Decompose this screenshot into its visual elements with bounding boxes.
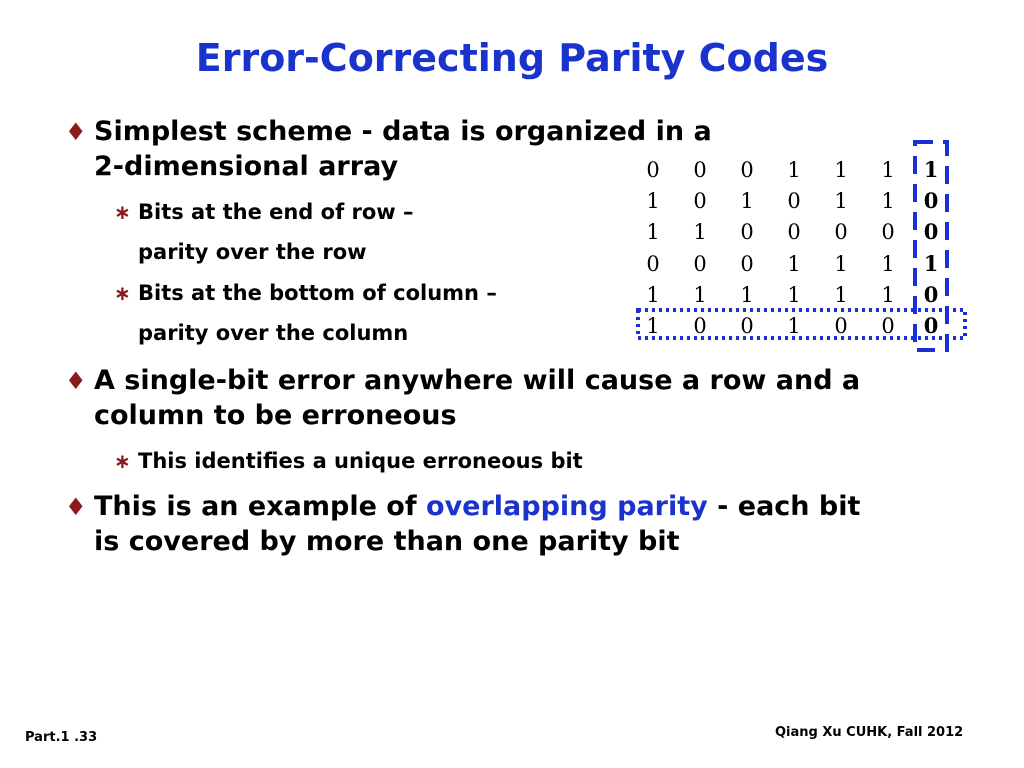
- bullet-3-text-pre: This is an example of: [94, 491, 427, 522]
- matrix-cell-r1-c4: 1: [834, 189, 848, 213]
- matrix-cell-r4-c5: 1: [881, 283, 895, 307]
- matrix-cell-r4-c2: 1: [740, 283, 754, 307]
- matrix-cell-r0-c3: 1: [787, 158, 801, 182]
- slide-number: Part.1 .33: [25, 730, 98, 745]
- matrix-cell-r4-c3: 1: [787, 283, 801, 307]
- footer-credit: Qiang Xu CUHK, Fall 2012: [775, 725, 964, 740]
- asterisk-bullet-icon: ∗: [114, 281, 131, 305]
- bullet-1-line-2: 2-dimensional array: [94, 151, 399, 182]
- matrix-cell-r4-c4: 1: [834, 283, 848, 307]
- matrix-cell-r3-c3: 1: [787, 252, 801, 276]
- diamond-bullet-icon: ♦: [65, 493, 87, 521]
- matrix-cell-r2-c6: 0: [923, 219, 939, 244]
- sub-bullet-2-line-2: parity over the column: [138, 321, 409, 345]
- matrix-cell-r3-c6: 1: [923, 251, 939, 276]
- matrix-cell-r1-c2: 1: [740, 189, 754, 213]
- bullet-3: [65, 489, 965, 569]
- sub-bullet-1: [114, 192, 614, 272]
- matrix-cell-r5-c0: 1: [646, 314, 660, 338]
- bullet-2-line-1: A single-bit error anywhere will cause a row and a: [94, 365, 861, 396]
- matrix-cell-r3-c1: 0: [693, 252, 707, 276]
- bullet-2-line-2: column to be erroneous: [94, 400, 457, 431]
- bullet-3-line-1: [94, 489, 860, 525]
- matrix-cell-r1-c0: 1: [646, 189, 660, 213]
- bullet-1-line-1: Simplest scheme - data is organized in a: [94, 116, 712, 147]
- matrix-cell-r2-c5: 0: [881, 220, 895, 244]
- sub-bullet-1-line-1: Bits at the end of row –: [138, 200, 414, 224]
- matrix-cell-r0-c2: 0: [740, 158, 754, 182]
- sub-bullet-2-line-1: Bits at the bottom of column –: [138, 281, 497, 305]
- overlapping-parity-highlight: overlapping parity: [426, 491, 708, 522]
- matrix-cell-r5-c4: 0: [834, 314, 848, 338]
- matrix-cell-r5-c3: 1: [787, 314, 801, 338]
- matrix-cell-r5-c2: 0: [740, 314, 754, 338]
- matrix-cell-r2-c4: 0: [834, 220, 848, 244]
- asterisk-bullet-icon: ∗: [114, 200, 131, 224]
- matrix-cell-r5-c5: 0: [881, 314, 895, 338]
- parity-matrix: [630, 140, 975, 355]
- matrix-cell-r5-c1: 0: [693, 314, 707, 338]
- matrix-cell-r0-c6: 1: [923, 157, 939, 182]
- matrix-cell-r5-c6: 0: [923, 313, 939, 338]
- bullet-3-line-2: is covered by more than one parity bit: [94, 526, 680, 557]
- sub-bullet-3: [114, 441, 714, 481]
- matrix-cell-r1-c3: 0: [787, 189, 801, 213]
- diamond-bullet-icon: ♦: [65, 367, 87, 395]
- matrix-cell-r3-c2: 0: [740, 252, 754, 276]
- matrix-cell-r3-c4: 1: [834, 252, 848, 276]
- matrix-cell-r4-c0: 1: [646, 283, 660, 307]
- bullet-2: [65, 363, 965, 443]
- diamond-bullet-icon: ♦: [65, 118, 87, 146]
- matrix-cell-r0-c4: 1: [834, 158, 848, 182]
- slide-title: Error-Correcting Parity Codes: [195, 36, 829, 80]
- matrix-cell-r0-c5: 1: [881, 158, 895, 182]
- bullet-3-text-post: - each bit: [707, 491, 861, 522]
- matrix-cell-r2-c0: 1: [646, 220, 660, 244]
- matrix-cell-r4-c6: 0: [923, 282, 939, 307]
- matrix-cell-r0-c1: 0: [693, 158, 707, 182]
- matrix-cell-r3-c0: 0: [646, 252, 660, 276]
- matrix-cell-r1-c6: 0: [923, 188, 939, 213]
- sub-bullet-3-line-1: This identifies a unique erroneous bit: [138, 449, 583, 473]
- matrix-cell-r1-c5: 1: [881, 189, 895, 213]
- sub-bullet-2: [114, 273, 614, 353]
- matrix-cell-r1-c1: 0: [693, 189, 707, 213]
- asterisk-bullet-icon: ∗: [114, 449, 131, 473]
- matrix-cell-r0-c0: 0: [646, 158, 660, 182]
- matrix-cell-r3-c5: 1: [881, 252, 895, 276]
- matrix-cell-r2-c3: 0: [787, 220, 801, 244]
- matrix-cell-r4-c1: 1: [693, 283, 707, 307]
- matrix-cell-r2-c1: 1: [693, 220, 707, 244]
- sub-bullet-1-line-2: parity over the row: [138, 240, 367, 264]
- matrix-cell-r2-c2: 0: [740, 220, 754, 244]
